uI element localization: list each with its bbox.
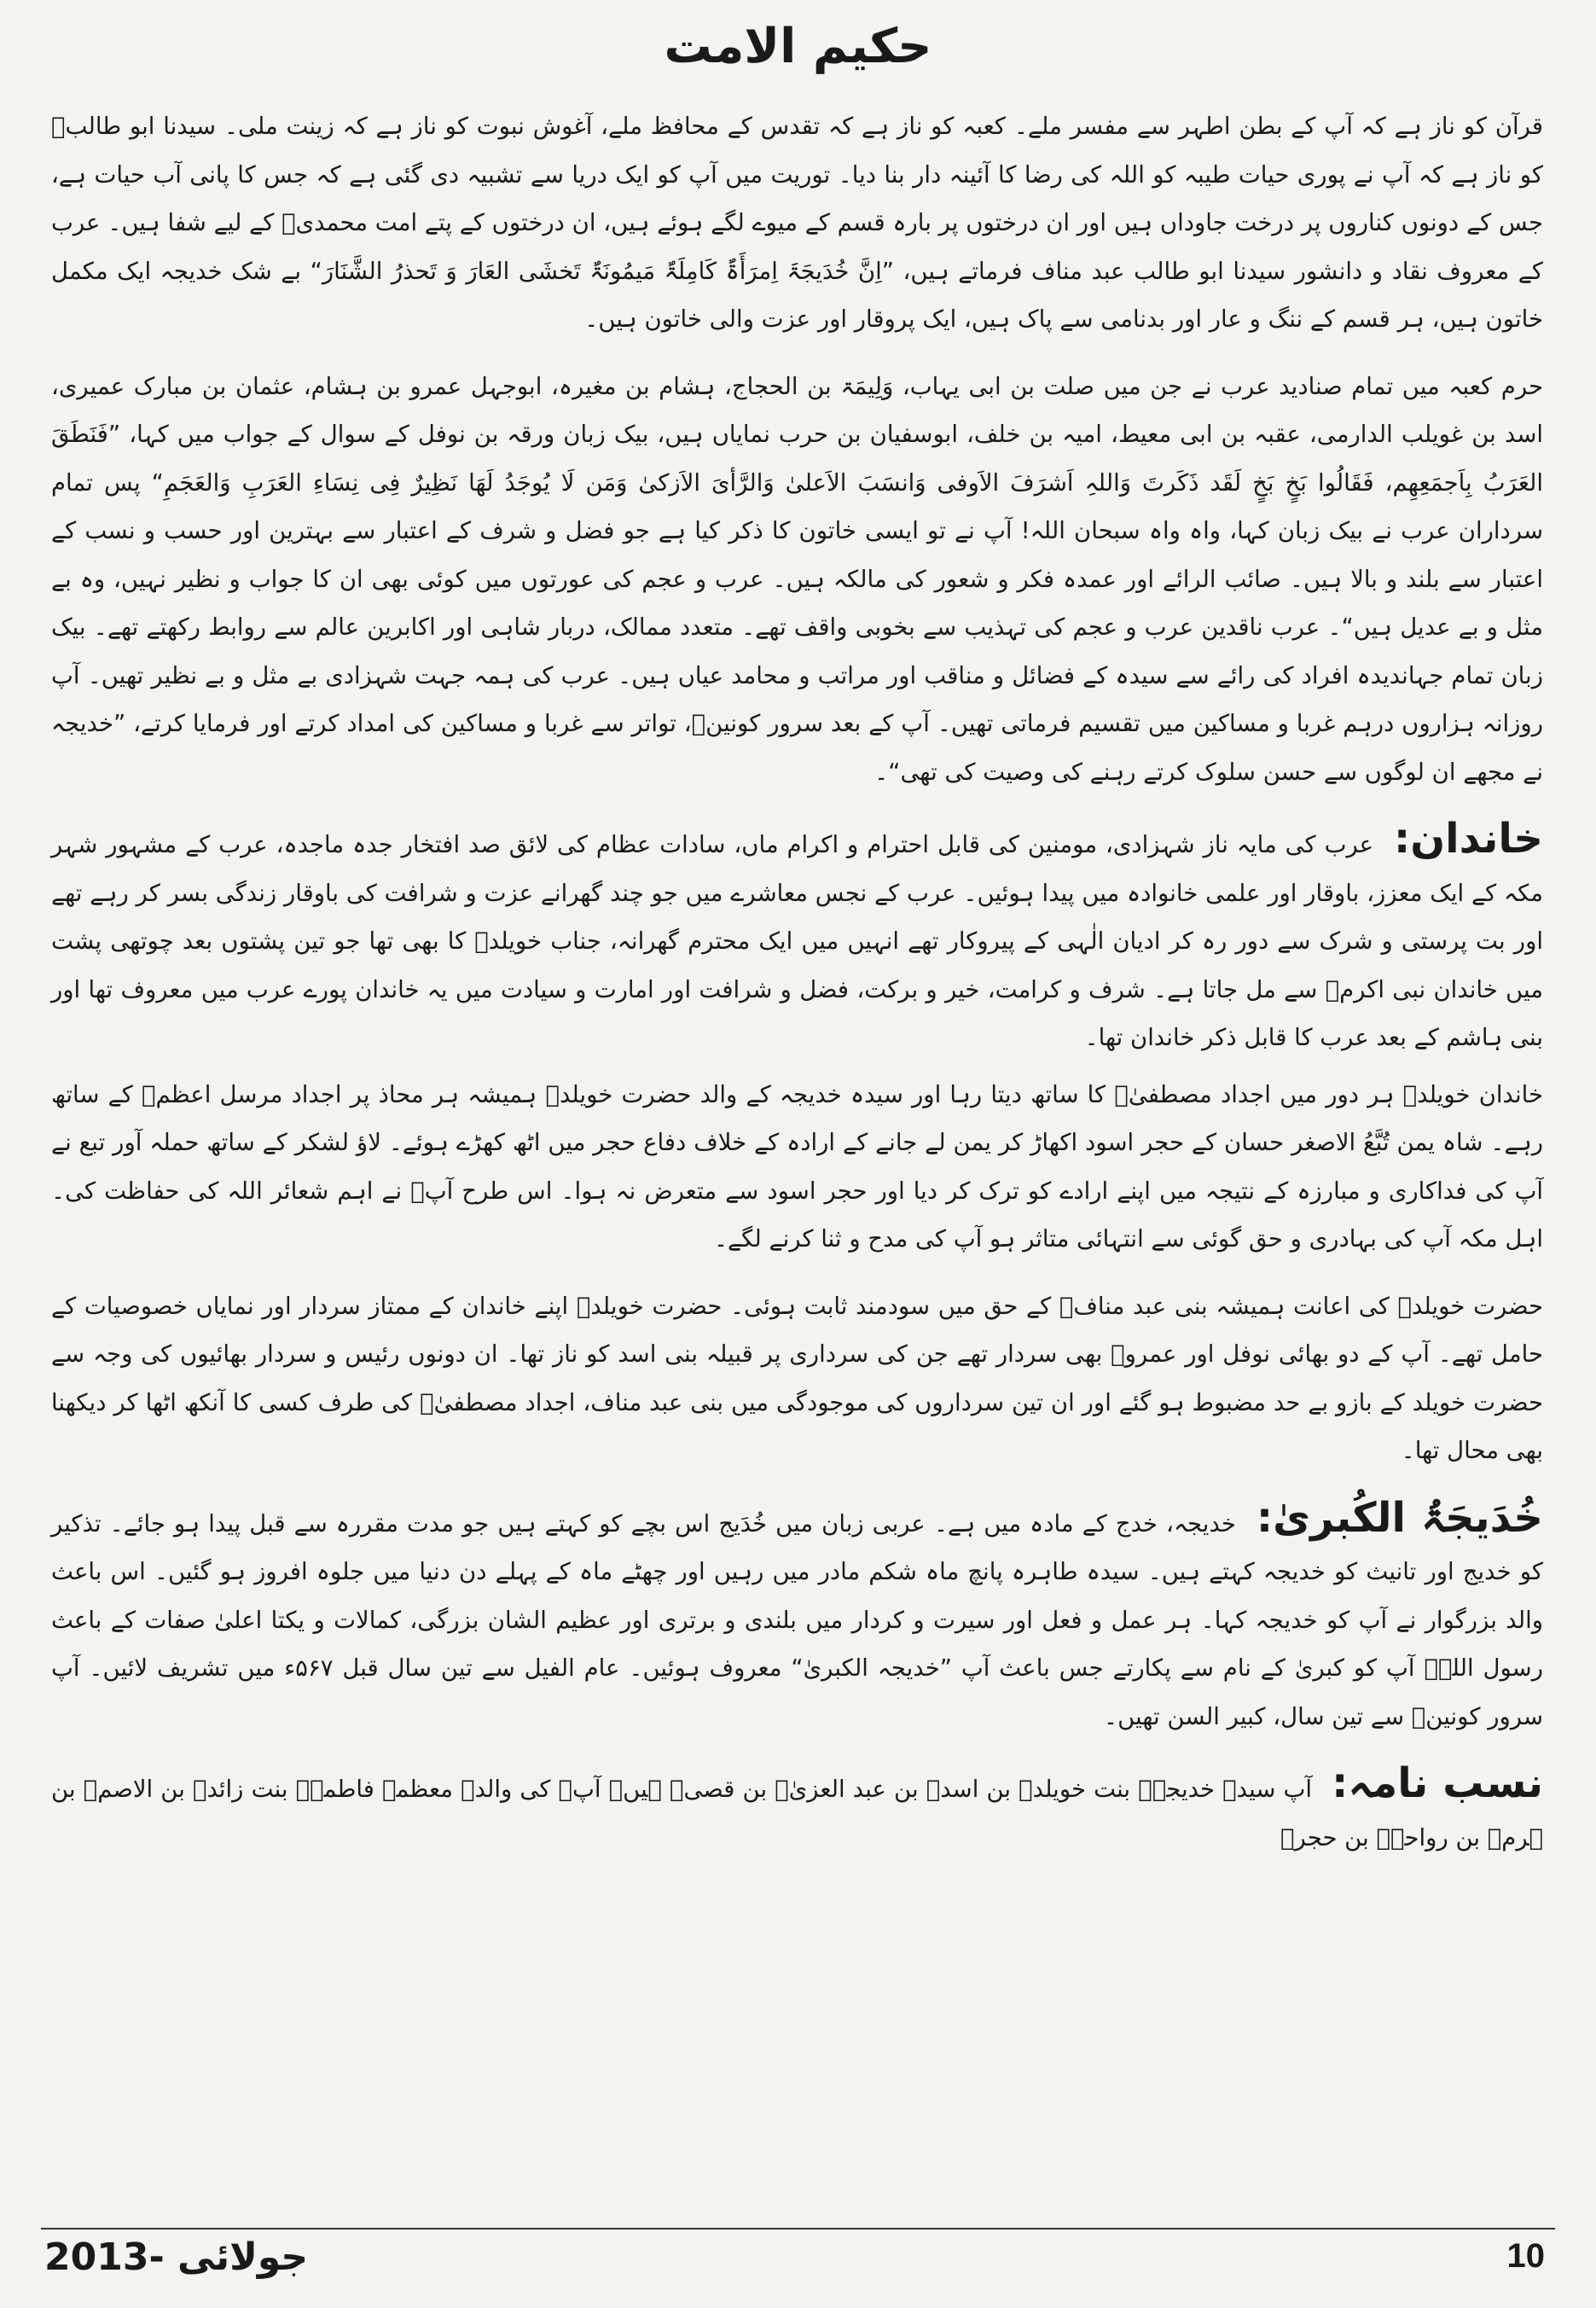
paragraph-text: حرم کعبہ میں تمام صنادید عرب نے جن میں صلت بن ابی یہاب، وَلِیمَۃ بن الحجاج، ہشام بن مغیرہ، ابوجہل عمرو بن ہشام، عثمان بن مبارک عمیری، اسد بن غویلب الدارمی، عقبہ بن ابی معیط، امیہ بن خلف، ابوسفیان بن حرب نمایاں ہیں، بیک زبان ورقہ بن نوفل کے سوال کے جواب میں کہا، ”فَنَطَقَ العَرَبُ بِاَجمَعِھِم، فَقَالُوا بَخٍ بَخٍ لَقَد ذَکَرتَ وَاللہِ اَشرَفَ الاَوفی وَانسَبَ الاَعلیٰ وَالرَّأیَ الاَزکیٰ وَمَن لَا یُوجَدُ لَھَا نَظِیرٌ فِی نِسَاءِ العَرَبِ وَالعَجَمِ“ پس تمام سرداران عرب نے بیک زبان کہا، واہ واہ سبحان اللہ! آپ نے تو ایسی خاتون کا ذکر کیا ہے جو فضل و شرف کے اعتبار سے بہترین اور حسب و نسب کے اعتبار سے بلند و بالا ہیں۔ صائب الرائے اور عمدہ فکر و شعور کی مالکہ ہیں۔ عرب و عجم کی عورتوں میں کوئی بھی ان کا جواب و نظیر نہیں، وہ بے مثل و بے عدیل ہیں“۔ عرب ناقدین عرب و عجم کی تہذیب سے بخوبی واقف تھے۔ متعدد ممالک، دربار شاہی اور اکابرین عالم سے روابط رکھتے تھے۔ بیک زبان تمام جہاندیدہ افراد کی رائے سے سیدہ کے فضائل و مناقب اور مراتب و محامد عیاں ہیں۔ عرب کی ہمہ جہت شہزادی بے مثل و بے نظیر تھیں۔ آپ روزانہ ہزاروں درہم غربا و مساکین میں تقسیم فرماتی تھیں۔ آپ کے بعد سرور کونینؐ، تواتر سے غربا و مساکین کی امداد کرتے اور فرمایا کرتے، ”خدیجہ نے مجھے ان لوگوں سے حسن سلوک کرتے رہنے کی وصیت کی تھی“۔	[51, 372, 1543, 786]
paragraph-intro	[51, 102, 1543, 344]
article-body	[51, 102, 1543, 2197]
section-heading-nasab-nama: نسب نامہ:	[1332, 1759, 1543, 1807]
page-number: 10	[1506, 2237, 1545, 2275]
paragraph-khadija-kubra	[51, 1494, 1543, 1741]
paragraph-haram-kaaba	[51, 363, 1543, 797]
section-heading-khandan: خاندان:	[1394, 815, 1543, 863]
paragraph-text: آپ سیدہ خدیجہؑ بنت خویلدؑ بن اسدؑ بن عبد العزیٰؑ بن قصیؑ ہیں۔ آپؑ کی والدہ معظمہ فاطمہؑ بنت زائدؑ بن الاصمؑ بن ہرمؑ بن رواحہؑ بن حجرؑ	[51, 1776, 1543, 1852]
paragraph-text: عرب کی مایہ ناز شہزادی، مومنین کی قابل احترام و اکرام ماں، سادات عظام کی لائق صد افتخار جدہ ماجدہ، عرب کے مشہور شہر مکہ کے ایک معزز، باوقار اور علمی خانوادہ میں پیدا ہوئیں۔ عرب کے نجس معاشرے میں جو چند گھرانے عزت و شرافت کی باوقار زندگی بسر کر رہے تھے اور بت پرستی و شرک سے دور رہ کر ادیان الٰہی کے پیروکار تھے انہیں میں ایک محترم گھرانہ، جناب خویلدؑ کا بھی تھا جو تین پشتوں بعد چوتھی پشت میں خاندان نبی اکرمؐ سے مل جاتا ہے۔ شرف و کرامت، خیر و برکت، فضل و شرافت اور امارت و سیادت میں یہ خاندان پورے عرب میں معروف تھا اور بنی ہاشم کے بعد عرب کا قابل ذکر خاندان تھا۔	[51, 831, 1543, 1051]
section-heading-khadija-kubra: خُدَیجَۃُ الکُبریٰ:	[1256, 1493, 1543, 1542]
paragraph-khuwaylid-support	[51, 1282, 1543, 1475]
paragraph-text: خاندان خویلدؑ ہر دور میں اجداد مصطفیٰؐ کا ساتھ دیتا رہا اور سیدہ خدیجہ کے والد حضرت خویلدؑ ہمیشہ ہر محاذ پر اجداد مرسل اعظمؐ کے ساتھ رہے۔ شاہ یمن تُبَّعُ الاصغر حسان کے حجر اسود اکھاڑ کر یمن لے جانے کے ارادہ کے خلاف دفاع حجر میں اٹھ کھڑے ہوئے۔ لاؤ لشکر کے ساتھ حملہ آور تبع نے آپ کی فداکاری و مبارزہ کے نتیجہ میں اپنے ارادے کو ترک کر دیا اور حجر اسود سے متعرض نہ ہوا۔ اس طرح آپؑ نے اہم شعائر اللہ کی حفاظت کی۔ اہل مکہ آپ کی بہادری و حق گوئی سے انتہائی متاثر ہو آپ کی مدح و ثنا کرنے لگے۔	[51, 1080, 1543, 1253]
paragraph-text: حضرت خویلدؑ کی اعانت ہمیشہ بنی عبد منافؑ کے حق میں سودمند ثابت ہوئی۔ حضرت خویلدؑ اپنے خاندان کے ممتاز سردار اور نمایاں خصوصیات کے حامل تھے۔ آپ کے دو بھائی نوفل اور عمروؑ بھی سردار تھے جن کی سرداری پر قبیلہ بنی اسد کو ناز تھا۔ ان دونوں رئیس و سردار بھائیوں کی وجہ سے حضرت خویلد کے بازو بے حد مضبوط ہو گئے اور ان تین سرداروں کی موجودگی میں بنی عبد مناف، اجداد مصطفیٰؐ کی طرف کسی کا آنکھ اٹھا کر دیکھنا بھی محال تھا۔	[51, 1292, 1543, 1464]
page-title: حکیم الامت	[664, 19, 932, 74]
footer-divider	[41, 2228, 1555, 2230]
issue-date: جولائی -2013	[44, 2235, 309, 2279]
paragraph-text: خدیجہ، خدج کے مادہ میں ہے۔ عربی زبان میں خُدَیج اس بچے کو کہتے ہیں جو مدت مقررہ سے قبل پیدا ہو جائے۔ تذکیر کو خدیج اور تانیث کو خدیجہ کہتے ہیں۔ سیدہ طاہرہ پانچ ماہ شکم مادر میں رہیں اور چھٹے ماہ کے پہلے دن دنیا میں جلوہ افروز ہو گئیں۔ اس باعث والد بزرگوار نے آپ کو خدیجہ کہا۔ ہر عمل و فعل اور سیرت و کردار میں بلندی و برتری اور عظیم الشان بزرگی، کمالات و یکتا اعلیٰ صفات کے باعث رسول اللہؐ آپ کو کبریٰ کے نام سے پکارتے جس باعث آپ ”خدیجہ الکبریٰ“ معروف ہوئیں۔ عام الفیل سے تین سال قبل ۵۶۷ء میں تشریف لائیں۔ آپ سرور کونینؐ سے تین سال، کبیر السن تھیں۔	[51, 1509, 1543, 1730]
paragraph-nasab-nama	[51, 1759, 1543, 1862]
paragraph-khandan-khuwaylid	[51, 1071, 1543, 1264]
paragraph-khandan	[51, 815, 1543, 1062]
paragraph-text: قرآن کو ناز ہے کہ آپ کے بطن اطہر سے مفسر ملے۔ کعبہ کو ناز ہے کہ تقدس کے محافظ ملے، آغوش نبوت کو ناز ہے کہ زینت ملی۔ سیدنا ابو طالبؑ کو ناز ہے کہ آپ نے پوری حیات طیبہ کو اللہ کی رضا کا آئینہ دار بنا دیا۔ توریت میں آپ کو ایک دریا سے تشبیہ دی گئی ہے کہ جس کا پانی آب حیات ہے، جس کے دونوں کناروں پر درخت جاوداں ہیں اور ان درختوں پر بارہ قسم کے میوے لگے ہوئے ہیں، ان درختوں کے پتے امت محمدیؐ کے لیے شفا ہیں۔ عرب کے معروف نقاد و دانشور سیدنا ابو طالب عبد مناف فرماتے ہیں، ”اِنَّ خُدَیجَۃَ اِمرَأَۃٌ کَامِلَۃٌ مَیمُونَۃٌ تَخشَی العَارَ وَ تَحذرُ الشَّنَارَ“ بے شک خدیجہ ایک مکمل خاتون ہیں، ہر قسم کے ننگ و عار اور بدنامی سے پاک ہیں، ایک پروقار اور عزت والی خاتون ہیں۔	[51, 113, 1543, 333]
